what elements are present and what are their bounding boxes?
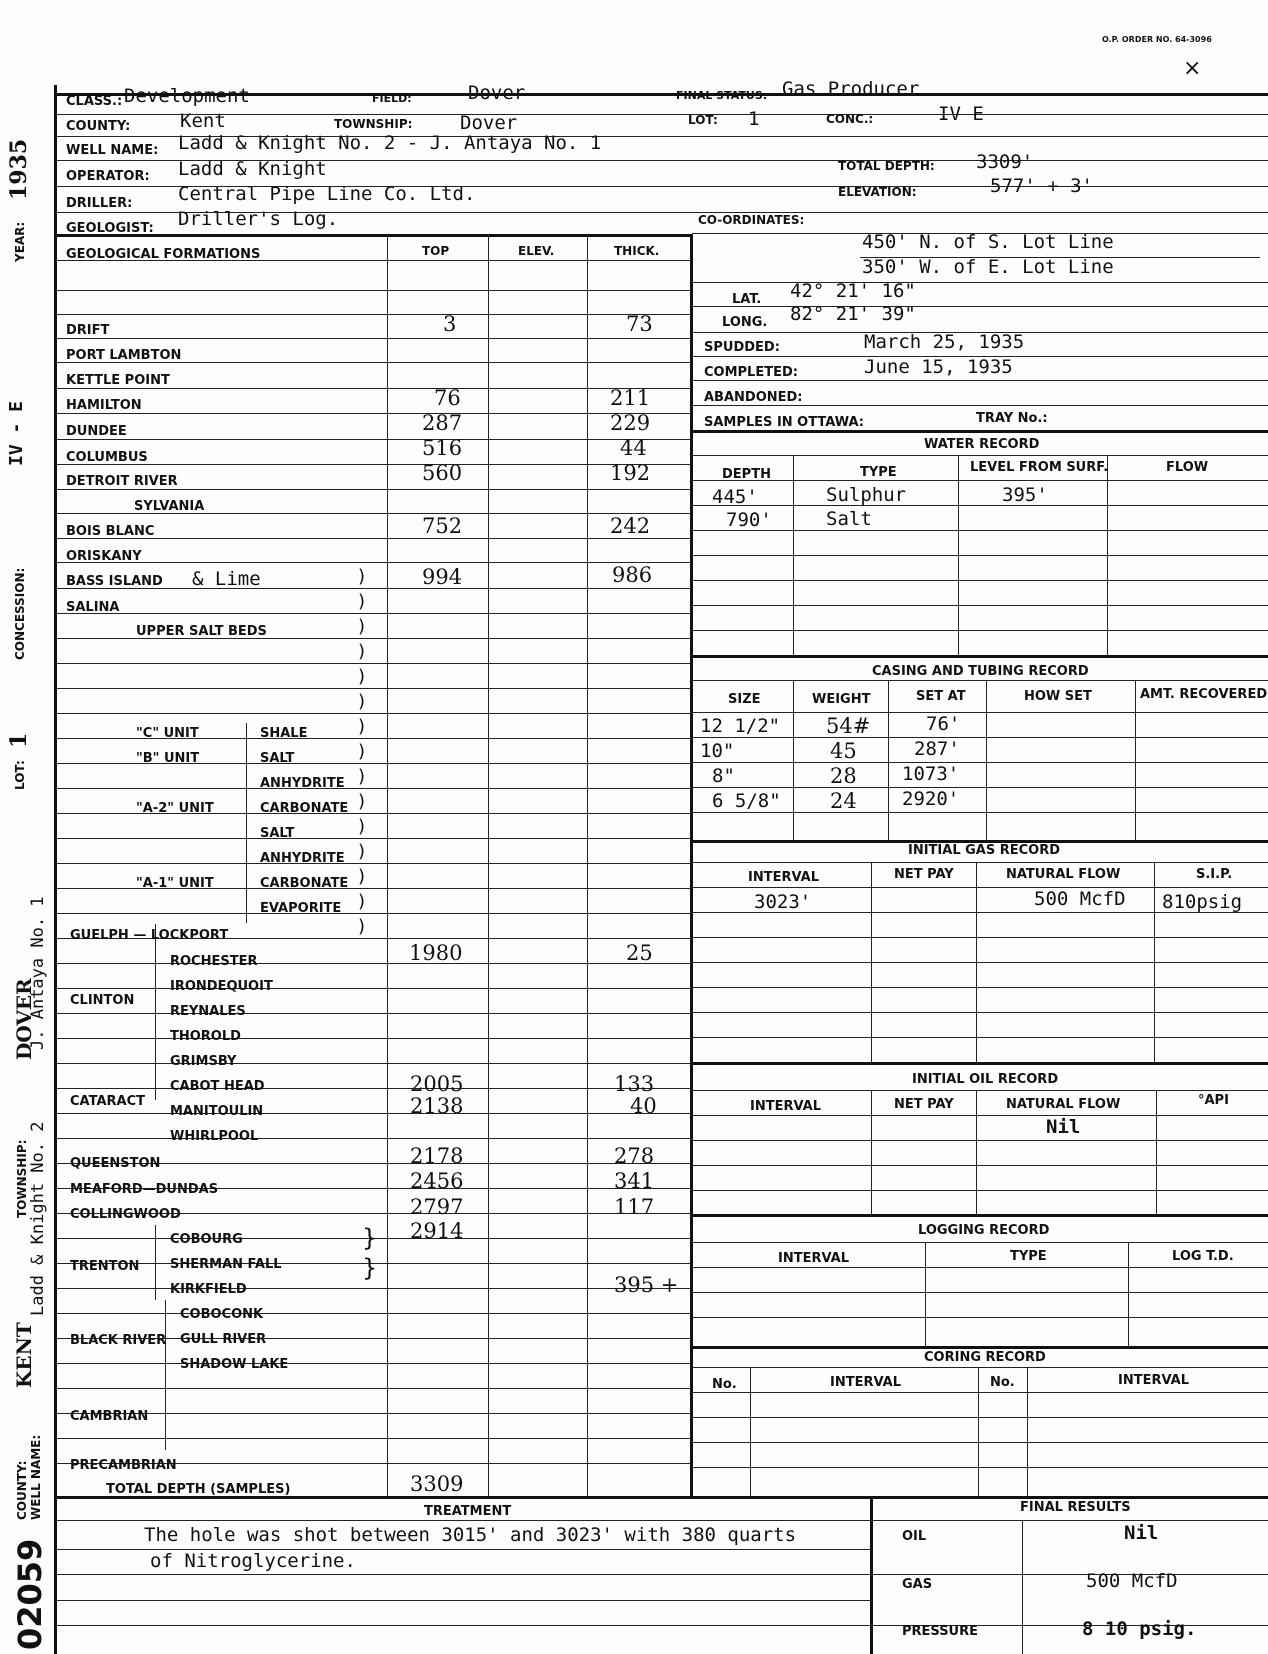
a1-unit-carbonate: CARBONATE: [260, 876, 349, 891]
hamilton-thick: 211: [610, 386, 651, 410]
top-header: TOP: [422, 244, 450, 258]
final-status-label: FINAL STATUS:: [676, 89, 768, 102]
manitoulin-top: 2138: [410, 1094, 464, 1118]
gas-interval-header: INTERVAL: [748, 870, 819, 885]
final-gas-label: GAS: [902, 1577, 933, 1592]
kirkfield-thick: 395 +: [614, 1273, 679, 1297]
sidebar-township-value: DOVER: [12, 978, 36, 1060]
columbus-thick: 44: [620, 436, 647, 460]
bass-island-note: & Lime: [192, 568, 261, 590]
formation-kettle-point: KETTLE POINT: [66, 373, 170, 388]
casing-size-header: SIZE: [728, 692, 761, 707]
formation-manitoulin: MANITOULIN: [170, 1104, 264, 1119]
manitoulin-thick: 40: [630, 1094, 657, 1118]
brace: ): [358, 666, 366, 687]
class-value: Development: [124, 85, 250, 107]
final-oil-label: OIL: [902, 1529, 927, 1544]
formation-bass-island: BASS ISLAND: [66, 574, 163, 589]
long-value: 82° 21' 39": [790, 303, 916, 325]
brace: }: [362, 1254, 378, 1282]
well-name-value: Ladd & Knight No. 2 - J. Antaya No. 1: [178, 132, 602, 154]
formation-rochester: ROCHESTER: [170, 954, 258, 969]
bois-top: 752: [422, 514, 463, 538]
field-label: FIELD:: [372, 92, 412, 105]
a2-unit-label: "A-2" UNIT: [136, 801, 214, 816]
cabot-thick: 133: [614, 1072, 655, 1096]
bass-thick: 986: [612, 563, 653, 587]
water-record-title: WATER RECORD: [924, 437, 1040, 452]
field-value: Dover: [468, 82, 526, 104]
coring-interval-header-2: INTERVAL: [1118, 1373, 1189, 1388]
conc-label: CONC.:: [826, 112, 874, 126]
c-unit-shale: SHALE: [260, 726, 308, 741]
group-cataract: CATARACT: [70, 1094, 145, 1109]
casing-how-set-header: HOW SET: [1024, 689, 1092, 704]
lot-value: 1: [748, 108, 760, 130]
water-flow-header: FLOW: [1166, 460, 1209, 475]
lat-label: LAT.: [732, 292, 762, 307]
c-unit-label: "C" UNIT: [136, 726, 199, 741]
group-trenton: TRENTON: [70, 1259, 140, 1274]
casing-set-at-header: SET AT: [916, 689, 966, 704]
corner-mark: ×: [1183, 56, 1202, 81]
sidebar-well-name-line-2: Ladd & Knight No. 2: [28, 1121, 48, 1316]
casing-record-title: CASING AND TUBING RECORD: [872, 664, 1089, 679]
logging-record-title: LOGGING RECORD: [918, 1223, 1050, 1238]
long-label: LONG.: [722, 315, 768, 330]
formation-upper-salt-beds: UPPER SALT BEDS: [136, 624, 267, 639]
formation-queenston: QUEENSTON: [70, 1156, 161, 1171]
detroit-top: 560: [422, 461, 463, 485]
formation-oriskany: ORISKANY: [66, 549, 142, 564]
final-pressure-value: 8 10 psig.: [1082, 1618, 1197, 1640]
gas-sip-header: S.I.P.: [1196, 867, 1233, 882]
columbus-top: 516: [422, 436, 463, 460]
treatment-title: TREATMENT: [424, 1504, 512, 1519]
spudded-label: SPUDDED:: [704, 340, 780, 355]
treatment-line-1: The hole was shot between 3015' and 3023' with 380 quarts: [144, 1524, 797, 1546]
brace: ): [358, 916, 366, 937]
casing-row-2-set-at: 287': [914, 738, 960, 760]
elevation-value: 577' + 3': [990, 175, 1093, 197]
cabot-top: 2005: [410, 1072, 464, 1096]
class-label: CLASS.:: [66, 94, 123, 109]
formation-cabot-head: CABOT HEAD: [170, 1079, 265, 1094]
final-pressure-label: PRESSURE: [902, 1624, 979, 1639]
brace: }: [362, 1224, 378, 1252]
meaford-top: 2456: [410, 1169, 464, 1193]
driller-label: DRILLER:: [66, 196, 133, 211]
formation-cobourg: COBOURG: [170, 1232, 243, 1247]
a2-unit-salt: SALT: [260, 826, 295, 841]
driller-value: Central Pipe Line Co. Ltd.: [178, 183, 476, 205]
coring-no-header-1: No.: [712, 1377, 737, 1392]
oil-api-header: °API: [1198, 1093, 1229, 1108]
water-type-header: TYPE: [860, 465, 897, 480]
brace: ): [358, 866, 366, 887]
oil-interval-header: INTERVAL: [750, 1099, 821, 1114]
gas-net-pay-header: NET PAY: [894, 867, 954, 882]
drift-top: 3: [443, 312, 457, 336]
oil-net-pay-header: NET PAY: [894, 1097, 954, 1112]
treatment-line-2: of Nitroglycerine.: [150, 1550, 356, 1572]
brace: ): [358, 691, 366, 712]
coring-interval-header-1: INTERVAL: [830, 1375, 901, 1390]
coordinates-line-2: 350' W. of E. Lot Line: [862, 256, 1114, 278]
cobourg-top: 2914: [410, 1219, 464, 1243]
brace: ): [358, 641, 366, 662]
sidebar-year-value: 1935: [6, 138, 32, 200]
completed-value: June 15, 1935: [864, 356, 1013, 378]
geologist-label: GEOLOGIST:: [66, 221, 154, 236]
casing-row-1-weight: 54#: [826, 714, 871, 738]
sidebar-township-label: TOWNSHIP:: [15, 1139, 29, 1218]
casing-row-2-weight: 45: [830, 739, 857, 763]
formation-salina: SALINA: [66, 600, 120, 615]
a1-unit-label: "A-1" UNIT: [136, 876, 214, 891]
a2-unit-carbonate: CARBONATE: [260, 801, 349, 816]
sidebar-concession-value: IV - E: [6, 400, 27, 466]
water-row-1-level: 395': [1002, 484, 1048, 506]
water-row-2-depth: 790': [726, 509, 772, 531]
samples-in-ottawa-label: SAMPLES IN OTTAWA:: [704, 415, 864, 430]
gas-sip-value: 810psig: [1162, 891, 1243, 913]
detroit-thick: 192: [610, 461, 651, 485]
spudded-value: March 25, 1935: [864, 331, 1025, 353]
sidebar-well-name-label: WELL NAME:: [29, 1434, 43, 1520]
sidebar-concession-label: CONCESSION:: [13, 567, 27, 660]
casing-row-3-size: 8": [712, 765, 735, 787]
lat-value: 42° 21' 16": [790, 280, 916, 302]
collingwood-thick: 117: [614, 1195, 655, 1219]
sidebar-lot-label: LOT:: [13, 760, 27, 790]
formation-sherman-fall: SHERMAN FALL: [170, 1257, 282, 1272]
logging-type-header: TYPE: [1010, 1249, 1047, 1264]
brace: ): [358, 566, 366, 587]
dundee-top: 287: [422, 411, 463, 435]
casing-weight-header: WEIGHT: [812, 692, 871, 707]
lot-label: LOT:: [688, 113, 718, 127]
bois-thick: 242: [610, 514, 651, 538]
township-value: Dover: [460, 112, 518, 134]
formation-drift: DRIFT: [66, 323, 110, 338]
formation-detroit-river: DETROIT RIVER: [66, 474, 178, 489]
casing-row-4-size: 6 5/8": [712, 790, 781, 812]
formation-guelph: GUELPH — LOCKPORT: [70, 928, 229, 943]
formation-kirkfield: KIRKFIELD: [170, 1282, 247, 1297]
final-results-title: FINAL RESULTS: [1020, 1500, 1131, 1515]
rochester-thick: 25: [626, 941, 653, 965]
oil-natural-flow-header: NATURAL FLOW: [1006, 1097, 1121, 1112]
geologist-value: Driller's Log.: [178, 208, 339, 230]
order-number: O.P. ORDER NO. 64-3096: [1102, 35, 1212, 44]
formation-dundee: DUNDEE: [66, 424, 127, 439]
casing-row-4-set-at: 2920': [902, 788, 960, 810]
sidebar-county-value: KENT: [12, 1322, 36, 1388]
formations-header: GEOLOGICAL FORMATIONS: [66, 247, 261, 262]
final-gas-value: 500 McfD: [1086, 1570, 1178, 1592]
formation-reynales: REYNALES: [170, 1004, 246, 1019]
casing-amt-recovered-header: AMT. RECOVERED: [1140, 687, 1268, 702]
water-depth-header: DEPTH: [722, 467, 771, 482]
abandoned-label: ABANDONED:: [704, 390, 803, 405]
brace: ): [358, 616, 366, 637]
sidebar-county-label: COUNTY:: [15, 1460, 29, 1520]
formation-precambrian: PRECAMBRIAN: [70, 1458, 177, 1473]
completed-label: COMPLETED:: [704, 365, 798, 380]
water-row-1-depth: 445': [712, 486, 758, 508]
hamilton-top: 76: [434, 386, 461, 410]
gas-interval-value: 3023': [754, 891, 812, 913]
brace: ): [358, 766, 366, 787]
total-depth-samples-value: 3309: [410, 1472, 464, 1496]
oil-natural-flow-value: Nil: [1046, 1116, 1081, 1138]
rochester-top: 1980: [409, 941, 463, 965]
total-depth-samples-label: TOTAL DEPTH (SAMPLES): [106, 1482, 291, 1497]
gas-natural-flow-header: NATURAL FLOW: [1006, 867, 1121, 882]
brace: ): [358, 716, 366, 737]
water-level-header: LEVEL FROM SURF.: [970, 460, 1109, 475]
b-unit-anhydrite: ANHYDRITE: [260, 776, 345, 791]
casing-row-3-weight: 28: [830, 764, 857, 788]
coring-no-header-2: No.: [990, 1375, 1015, 1390]
formation-port-lambton: PORT LAMBTON: [66, 348, 182, 363]
water-row-1-type: Sulphur: [826, 484, 907, 506]
logging-log-td-header: LOG T.D.: [1172, 1249, 1234, 1264]
tray-label: TRAY No.:: [976, 411, 1048, 426]
casing-row-2-size: 10": [700, 740, 735, 762]
b-unit-salt: SALT: [260, 751, 295, 766]
operator-label: OPERATOR:: [66, 169, 150, 184]
township-label: TOWNSHIP:: [334, 117, 413, 131]
brace: ): [358, 891, 366, 912]
coring-record-title: CORING RECORD: [924, 1350, 1046, 1365]
queenston-thick: 278: [614, 1144, 655, 1168]
gas-record-title: INITIAL GAS RECORD: [908, 843, 1061, 858]
casing-row-4-weight: 24: [830, 789, 857, 813]
group-black-river: BLACK RIVER: [70, 1333, 167, 1348]
left-frame-line: [54, 85, 57, 1654]
formation-whirlpool: WHIRLPOOL: [170, 1129, 259, 1144]
brace: ): [358, 741, 366, 762]
final-oil-value: Nil: [1124, 1522, 1159, 1544]
coordinates-label: CO-ORDINATES:: [698, 213, 805, 227]
casing-row-3-set-at: 1073': [902, 763, 960, 785]
bass-top: 994: [422, 565, 463, 589]
casing-row-1-set-at: 76': [926, 713, 961, 735]
brace: ): [358, 791, 366, 812]
thick-header: THICK.: [614, 244, 660, 258]
sidebar-file-number: 02059: [11, 1538, 49, 1650]
well-name-label: WELL NAME:: [66, 143, 159, 158]
county-value: Kent: [180, 110, 226, 132]
casing-row-1-size: 12 1/2": [700, 715, 781, 737]
sidebar-year-label: YEAR:: [13, 221, 27, 262]
logging-interval-header: INTERVAL: [778, 1251, 849, 1266]
formation-grimsby: GRIMSBY: [170, 1054, 237, 1069]
formation-collingwood: COLLINGWOOD: [70, 1207, 181, 1222]
brace: ): [358, 591, 366, 612]
water-row-2-type: Salt: [826, 508, 872, 530]
a1-unit-evaporite: EVAPORITE: [260, 901, 342, 916]
gas-natural-flow-value: 500 McfD: [1034, 888, 1126, 910]
sidebar-well-name-line-1: J. Antaya No. 1: [28, 896, 48, 1050]
drift-thick: 73: [626, 312, 653, 336]
formation-hamilton: HAMILTON: [66, 398, 142, 413]
formation-shadow-lake: SHADOW LAKE: [180, 1357, 289, 1372]
total-depth-label: TOTAL DEPTH:: [838, 159, 935, 173]
formation-thorold: THOROLD: [170, 1029, 241, 1044]
sidebar-lot-value: 1: [6, 732, 32, 748]
operator-value: Ladd & Knight: [178, 158, 327, 180]
formation-bois-blanc: BOIS BLANC: [66, 524, 155, 539]
county-label: COUNTY:: [66, 119, 131, 134]
formation-sylvania: SYLVANIA: [134, 499, 205, 514]
elevation-label: ELEVATION:: [838, 185, 917, 199]
formation-irondequoit: IRONDEQUOIT: [170, 979, 273, 994]
conc-value: IV E: [938, 103, 984, 125]
b-unit-label: "B" UNIT: [136, 751, 200, 766]
group-clinton: CLINTON: [70, 993, 135, 1008]
formation-columbus: COLUMBUS: [66, 450, 148, 465]
total-depth-value: 3309': [976, 151, 1034, 173]
elev-header: ELEV.: [518, 244, 555, 258]
brace: ): [358, 841, 366, 862]
a2-unit-anhydrite: ANHYDRITE: [260, 851, 345, 866]
coordinates-line-1: 450' N. of S. Lot Line: [862, 231, 1114, 253]
final-status-value: Gas Producer: [782, 78, 920, 100]
formation-meaford: MEAFORD—DUNDAS: [70, 1182, 219, 1197]
meaford-thick: 341: [614, 1169, 655, 1193]
formation-gull-river: GULL RIVER: [180, 1332, 267, 1347]
oil-record-title: INITIAL OIL RECORD: [912, 1072, 1059, 1087]
collingwood-top: 2797: [410, 1195, 464, 1219]
group-cambrian: CAMBRIAN: [70, 1409, 149, 1424]
queenston-top: 2178: [410, 1144, 464, 1168]
formation-coboconk: COBOCONK: [180, 1307, 264, 1322]
dundee-thick: 229: [610, 411, 651, 435]
brace: ): [358, 816, 366, 837]
